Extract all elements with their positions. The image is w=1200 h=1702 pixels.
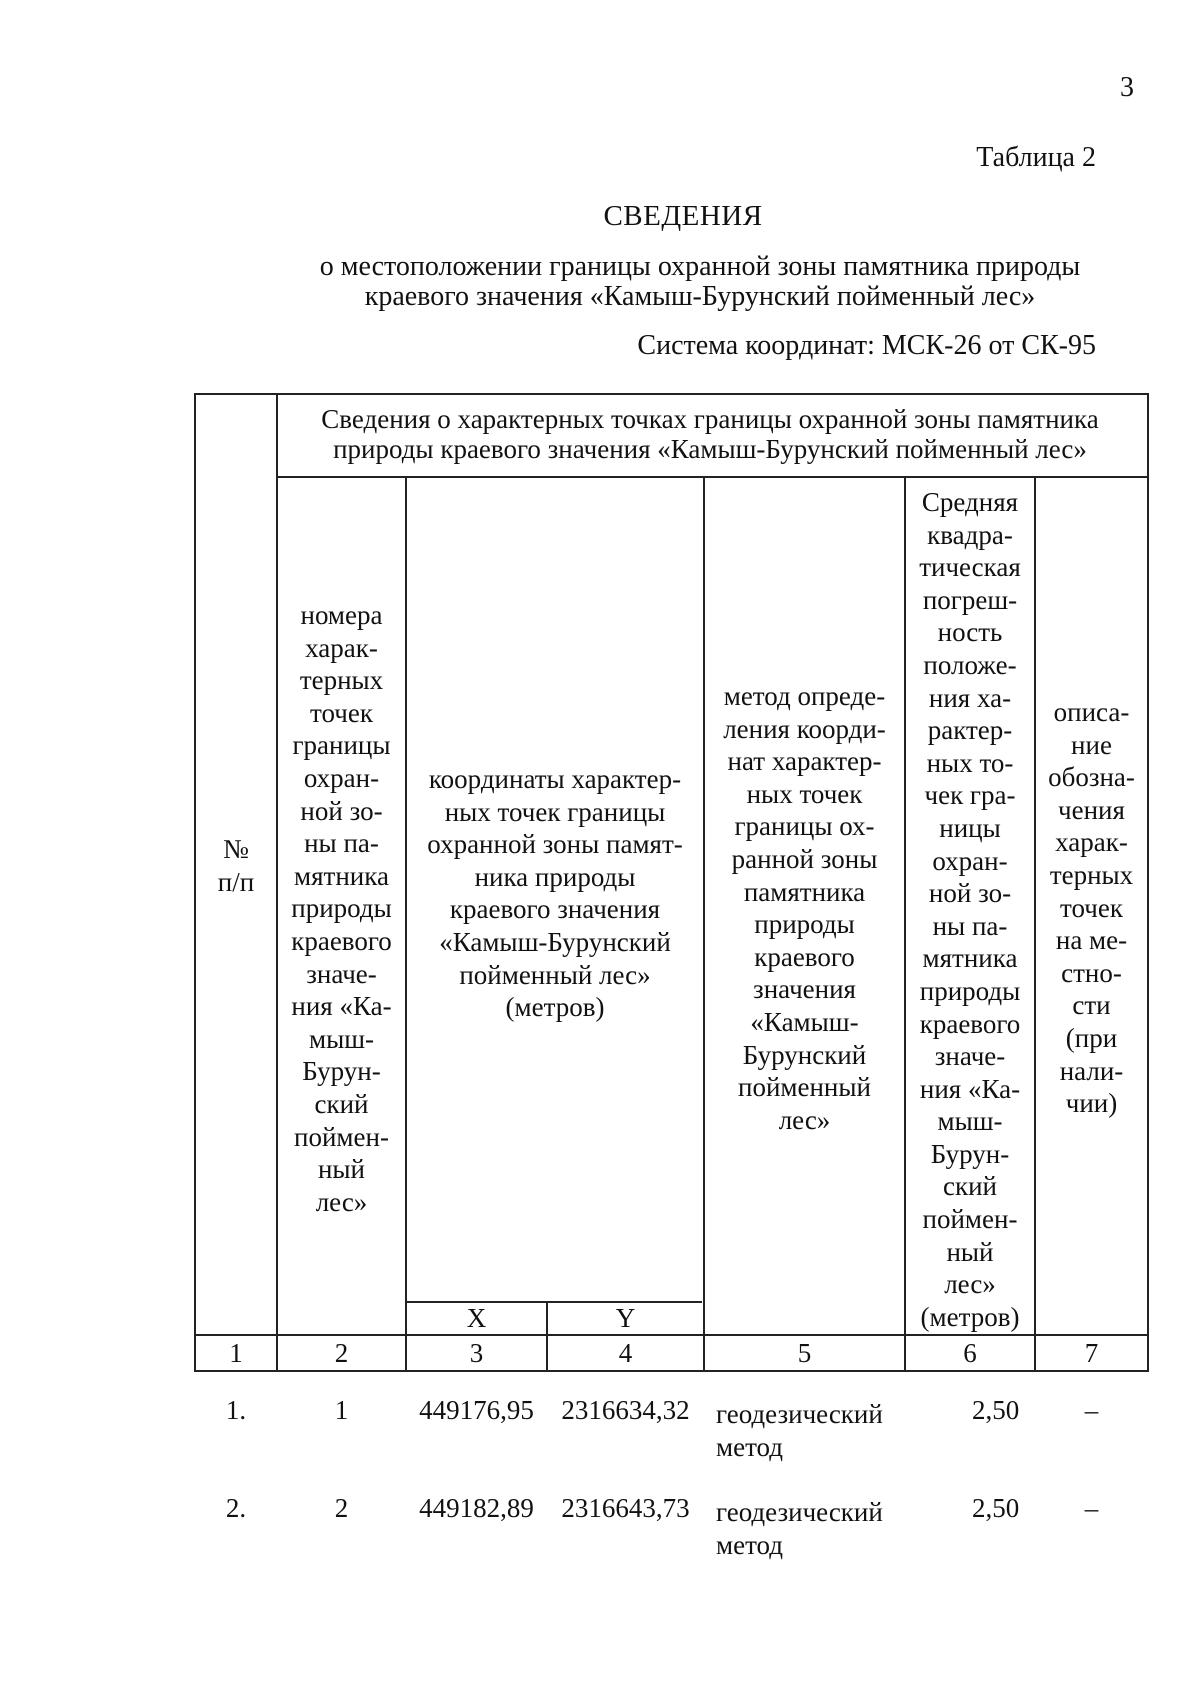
column-header-accuracy: Средняя квадра- тическая погреш- ность положе- ния ха- рактер- ных то- чек гра- ницы охран- ной зо- ны па- мятника природы краевого значе- ния «Ка- мыш- Бурун- ский поймен- ный лес» (метров) (919, 487, 1021, 1332)
row-accuracy: 2,50 (972, 1395, 1020, 1425)
coordinate-system-label: Система координат: МСК-26 от СК-95 (637, 330, 1096, 361)
row-number: 1. (225, 1395, 247, 1425)
column-index: 3 (469, 1338, 484, 1368)
column-header-x: X (466, 1303, 487, 1333)
row-method: геодезический метод (716, 1399, 883, 1462)
column-index: 4 (618, 1338, 633, 1368)
column-header-number: № п/п (217, 834, 255, 897)
row-method: геодезический метод (716, 1497, 883, 1560)
column-index: 2 (334, 1338, 349, 1368)
column-header-coordinates: координаты характер- ных точек границы охранной зоны памят- ника природы краевого значения «Камыш-Бурунский пойменный лес» (метров) (427, 764, 683, 1023)
row-x-coordinate: 449176,95 (419, 1395, 534, 1425)
row-point-number: 1 (334, 1395, 349, 1425)
header-group-label: Сведения о характерных точках границы охранной зоны памятника природы краевого значения «Камыш-Бурунский пойменный лес» (321, 404, 1099, 464)
page-number: 3 (1120, 72, 1134, 103)
row-x-coordinate: 449182,89 (419, 1493, 534, 1523)
column-header-description: описа- ние обозна- чения харак- терных точек на ме- стно- сти (при нали- чии) (1048, 697, 1135, 1119)
row-y-coordinate: 2316634,32 (561, 1395, 690, 1425)
row-y-coordinate: 2316643,73 (561, 1493, 690, 1523)
table-label: Таблица 2 (976, 142, 1096, 173)
column-index: 1 (229, 1338, 243, 1368)
document-subtitle: о местоположении границы охранной зоны памятника природы краевого значения «Камыш-Бурунский пойменный лес» (319, 251, 1081, 312)
row-number: 2. (225, 1493, 247, 1523)
column-index: 5 (797, 1338, 812, 1368)
row-point-number: 2 (334, 1493, 349, 1523)
column-index: 6 (963, 1338, 977, 1368)
column-index: 7 (1084, 1338, 1099, 1368)
row-description: – (1084, 1395, 1099, 1425)
row-accuracy: 2,50 (972, 1493, 1020, 1523)
document-title: СВЕДЕНИЯ (603, 200, 763, 232)
column-header-y: Y (615, 1303, 636, 1333)
column-header-point-numbers: номера харак- терных точек границы охран- ной зо- ны па- мятника природы краевого значе- ния «Ка- мыш- Бурун- ский поймен- ный лес» (291, 600, 392, 1217)
column-header-method: метод опреде- ления коорди- нат характер- ных точек границы ох- ранной зоны памятника природы краевого значения «Камыш- Бурунский пойменный лес» (723, 681, 886, 1135)
row-description: – (1084, 1493, 1099, 1523)
